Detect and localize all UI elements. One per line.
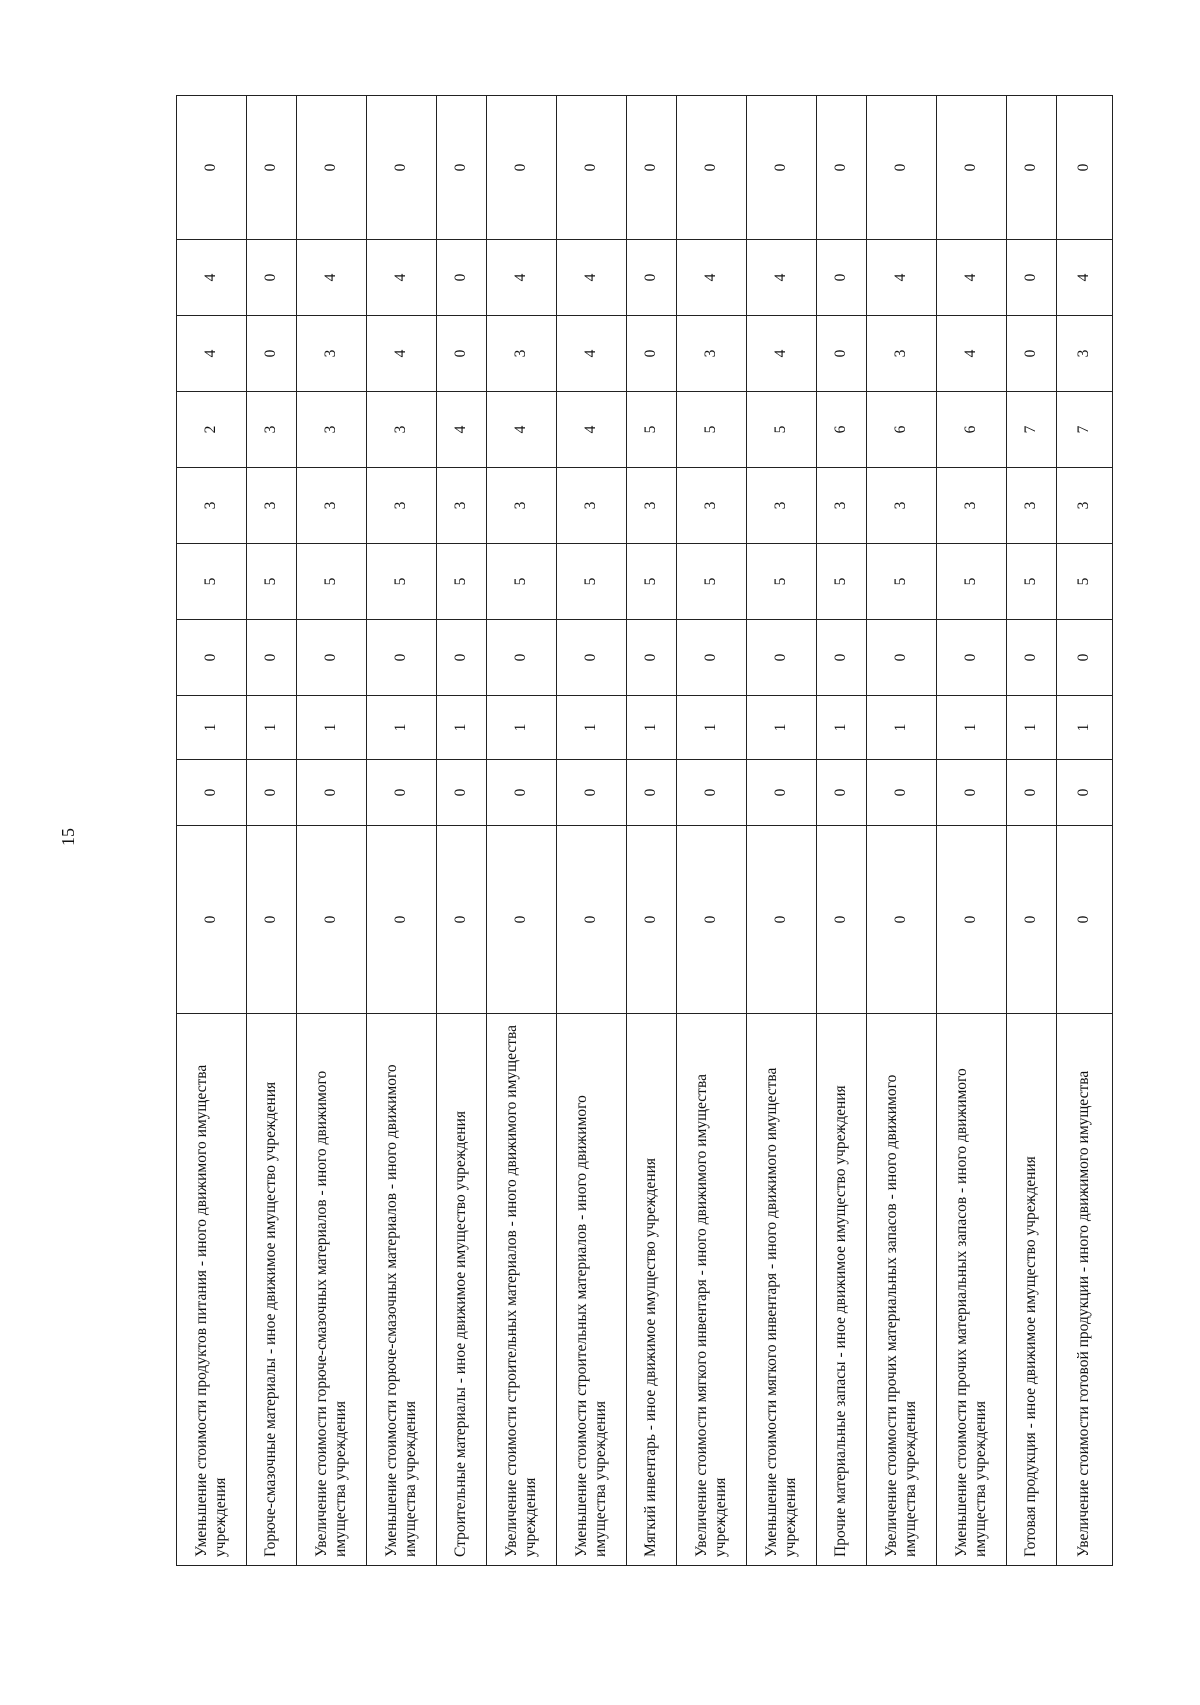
code-digit-cell: 0 <box>1057 826 1113 1014</box>
code-digit-cell: 5 <box>677 392 747 468</box>
code-digit-cell: 5 <box>297 544 367 620</box>
code-digit-cell: 5 <box>747 392 817 468</box>
code-digit-cell: 0 <box>867 620 937 696</box>
code-digit-cell: 0 <box>557 96 627 240</box>
code-digit-cell: 7 <box>1057 392 1113 468</box>
account-name-cell: Строительные материалы - иное движимое имущество учреждения <box>437 1014 487 1566</box>
table-row <box>437 96 487 1566</box>
code-digit-cell: 0 <box>177 760 247 826</box>
code-digit-cell: 1 <box>437 696 487 760</box>
code-digit-cell: 1 <box>487 696 557 760</box>
code-digit-cell: 5 <box>817 544 867 620</box>
code-digit-cell: 1 <box>627 696 677 760</box>
code-digit-cell: 3 <box>437 468 487 544</box>
code-digit-cell: 0 <box>817 760 867 826</box>
code-digit-cell: 0 <box>177 620 247 696</box>
code-digit-cell: 0 <box>937 760 1007 826</box>
code-digit-cell: 0 <box>557 620 627 696</box>
code-digit-cell: 3 <box>937 468 1007 544</box>
code-digit-cell: 3 <box>867 468 937 544</box>
code-digit-cell: 0 <box>1007 240 1057 316</box>
code-digit-cell: 5 <box>627 544 677 620</box>
code-digit-cell: 0 <box>247 826 297 1014</box>
code-digit-cell: 4 <box>937 316 1007 392</box>
code-digit-cell: 0 <box>487 826 557 1014</box>
code-digit-cell: 1 <box>677 696 747 760</box>
code-digit-cell: 0 <box>937 620 1007 696</box>
code-digit-cell: 0 <box>367 826 437 1014</box>
account-name-cell: Увеличение стоимости мягкого инвентаря - иного движимого имущества учреждения <box>677 1014 747 1566</box>
code-digit-cell: 1 <box>177 696 247 760</box>
code-digit-cell: 3 <box>297 316 367 392</box>
table-row <box>487 96 557 1566</box>
code-digit-cell: 1 <box>867 696 937 760</box>
code-digit-cell: 7 <box>1007 392 1057 468</box>
code-digit-cell: 3 <box>677 468 747 544</box>
code-digit-cell: 5 <box>437 544 487 620</box>
code-digit-cell: 0 <box>437 96 487 240</box>
code-digit-cell: 1 <box>747 696 817 760</box>
code-digit-cell: 0 <box>247 96 297 240</box>
code-digit-cell: 4 <box>747 316 817 392</box>
page-number: 15 <box>58 828 78 846</box>
code-digit-cell: 4 <box>557 316 627 392</box>
code-digit-cell: 0 <box>437 316 487 392</box>
code-digit-cell: 4 <box>557 392 627 468</box>
code-digit-cell: 3 <box>1007 468 1057 544</box>
code-digit-cell: 0 <box>817 826 867 1014</box>
account-name-cell: Уменьшение стоимости строительных материалов - иного движимого имущества учреждения <box>557 1014 627 1566</box>
code-digit-cell: 4 <box>1057 240 1113 316</box>
account-name-cell: Увеличение стоимости горюче-смазочных материалов - иного движимого имущества учреждения <box>297 1014 367 1566</box>
code-digit-cell: 3 <box>247 468 297 544</box>
code-digit-cell: 0 <box>937 826 1007 1014</box>
code-digit-cell: 3 <box>297 392 367 468</box>
code-digit-cell: 4 <box>367 240 437 316</box>
code-digit-cell: 0 <box>1057 96 1113 240</box>
code-digit-cell: 6 <box>867 392 937 468</box>
code-digit-cell: 0 <box>557 760 627 826</box>
code-digit-cell: 3 <box>177 468 247 544</box>
code-digit-cell: 0 <box>747 826 817 1014</box>
code-digit-cell: 3 <box>367 392 437 468</box>
code-digit-cell: 0 <box>867 96 937 240</box>
code-digit-cell: 0 <box>627 760 677 826</box>
code-digit-cell: 0 <box>1057 760 1113 826</box>
code-digit-cell: 1 <box>557 696 627 760</box>
table-row <box>247 96 297 1566</box>
code-digit-cell: 0 <box>627 620 677 696</box>
code-digit-cell: 3 <box>297 468 367 544</box>
code-digit-cell: 3 <box>867 316 937 392</box>
code-digit-cell: 0 <box>1007 316 1057 392</box>
code-digit-cell: 0 <box>627 316 677 392</box>
code-digit-cell: 5 <box>1057 544 1113 620</box>
code-digit-cell: 1 <box>1057 696 1113 760</box>
table-row <box>817 96 867 1566</box>
code-digit-cell: 0 <box>817 240 867 316</box>
code-digit-cell: 3 <box>367 468 437 544</box>
code-digit-cell: 1 <box>937 696 1007 760</box>
code-digit-cell: 0 <box>297 826 367 1014</box>
table-row <box>297 96 367 1566</box>
account-name-cell: Прочие материальные запасы - иное движимое имущество учреждения <box>817 1014 867 1566</box>
code-digit-cell: 0 <box>867 826 937 1014</box>
code-digit-cell: 0 <box>627 96 677 240</box>
account-name-cell: Уменьшение стоимости горюче-смазочных материалов - иного движимого имущества учреждения <box>367 1014 437 1566</box>
code-digit-cell: 0 <box>297 620 367 696</box>
code-digit-cell: 0 <box>677 826 747 1014</box>
code-digit-cell: 0 <box>367 96 437 240</box>
code-digit-cell: 4 <box>867 240 937 316</box>
code-digit-cell: 2 <box>177 392 247 468</box>
code-digit-cell: 4 <box>177 316 247 392</box>
code-digit-cell: 3 <box>487 316 557 392</box>
code-digit-cell: 1 <box>817 696 867 760</box>
code-digit-cell: 0 <box>487 96 557 240</box>
code-digit-cell: 4 <box>177 240 247 316</box>
code-digit-cell: 3 <box>1057 468 1113 544</box>
code-digit-cell: 5 <box>557 544 627 620</box>
table-row <box>367 96 437 1566</box>
code-digit-cell: 3 <box>627 468 677 544</box>
account-name-cell: Уменьшение стоимости мягкого инвентаря - иного движимого имущества учреждения <box>747 1014 817 1566</box>
code-digit-cell: 0 <box>247 316 297 392</box>
table-row <box>1007 96 1057 1566</box>
code-digit-cell: 0 <box>817 96 867 240</box>
table-row <box>1057 96 1113 1566</box>
accounts-table <box>176 95 1113 1566</box>
code-digit-cell: 5 <box>677 544 747 620</box>
code-digit-cell: 5 <box>747 544 817 620</box>
code-digit-cell: 3 <box>557 468 627 544</box>
code-digit-cell: 0 <box>487 620 557 696</box>
code-digit-cell: 0 <box>437 620 487 696</box>
table-row <box>747 96 817 1566</box>
table-row <box>627 96 677 1566</box>
code-digit-cell: 0 <box>867 760 937 826</box>
code-digit-cell: 0 <box>747 620 817 696</box>
code-digit-cell: 0 <box>557 826 627 1014</box>
code-digit-cell: 0 <box>247 760 297 826</box>
code-digit-cell: 0 <box>747 760 817 826</box>
code-digit-cell: 4 <box>487 392 557 468</box>
code-digit-cell: 4 <box>937 240 1007 316</box>
code-digit-cell: 0 <box>1007 760 1057 826</box>
code-digit-cell: 5 <box>247 544 297 620</box>
code-digit-cell: 5 <box>1007 544 1057 620</box>
code-digit-cell: 1 <box>367 696 437 760</box>
code-digit-cell: 0 <box>747 96 817 240</box>
code-digit-cell: 0 <box>297 96 367 240</box>
code-digit-cell: 0 <box>1007 620 1057 696</box>
code-digit-cell: 0 <box>367 620 437 696</box>
code-digit-cell: 1 <box>247 696 297 760</box>
table-row <box>867 96 937 1566</box>
code-digit-cell: 0 <box>367 760 437 826</box>
code-digit-cell: 0 <box>1007 826 1057 1014</box>
code-digit-cell: 3 <box>487 468 557 544</box>
account-name-cell: Увеличение стоимости строительных материалов - иного движимого имущества учреждения <box>487 1014 557 1566</box>
code-digit-cell: 4 <box>437 392 487 468</box>
code-digit-cell: 0 <box>487 760 557 826</box>
code-digit-cell: 0 <box>677 620 747 696</box>
code-digit-cell: 5 <box>867 544 937 620</box>
code-digit-cell: 3 <box>677 316 747 392</box>
code-digit-cell: 5 <box>937 544 1007 620</box>
code-digit-cell: 4 <box>747 240 817 316</box>
table-row <box>937 96 1007 1566</box>
account-name-cell: Горюче-смазочные материалы - иное движимое имущество учреждения <box>247 1014 297 1566</box>
code-digit-cell: 3 <box>817 468 867 544</box>
account-name-cell: Мягкий инвентарь - иное движимое имущество учреждения <box>627 1014 677 1566</box>
code-digit-cell: 5 <box>177 544 247 620</box>
code-digit-cell: 0 <box>677 760 747 826</box>
code-digit-cell: 3 <box>1057 316 1113 392</box>
code-digit-cell: 0 <box>297 760 367 826</box>
code-digit-cell: 4 <box>297 240 367 316</box>
code-digit-cell: 0 <box>437 826 487 1014</box>
code-digit-cell: 4 <box>367 316 437 392</box>
table-row <box>557 96 627 1566</box>
account-name-cell: Уменьшение стоимости прочих материальных запасов - иного движимого имущества учреждения <box>937 1014 1007 1566</box>
code-digit-cell: 4 <box>677 240 747 316</box>
account-name-cell: Увеличение стоимости прочих материальных запасов - иного движимого имущества учреждения <box>867 1014 937 1566</box>
account-name-cell: Готовая продукция - иное движимое имущество учреждения <box>1007 1014 1057 1566</box>
code-digit-cell: 0 <box>177 96 247 240</box>
code-digit-cell: 5 <box>367 544 437 620</box>
code-digit-cell: 0 <box>1007 96 1057 240</box>
code-digit-cell: 0 <box>627 240 677 316</box>
code-digit-cell: 0 <box>1057 620 1113 696</box>
code-digit-cell: 0 <box>437 760 487 826</box>
account-name-cell: Увеличение стоимости готовой продукции - иного движимого имущества <box>1057 1014 1113 1566</box>
code-digit-cell: 5 <box>487 544 557 620</box>
table-row <box>177 96 247 1566</box>
code-digit-cell: 0 <box>437 240 487 316</box>
code-digit-cell: 6 <box>817 392 867 468</box>
code-digit-cell: 0 <box>677 96 747 240</box>
code-digit-cell: 1 <box>297 696 367 760</box>
code-digit-cell: 6 <box>937 392 1007 468</box>
code-digit-cell: 5 <box>627 392 677 468</box>
table-container <box>176 96 1112 1566</box>
code-digit-cell: 0 <box>817 620 867 696</box>
table-row <box>677 96 747 1566</box>
code-digit-cell: 0 <box>177 826 247 1014</box>
table-body <box>177 96 1113 1566</box>
code-digit-cell: 3 <box>247 392 297 468</box>
code-digit-cell: 0 <box>247 240 297 316</box>
code-digit-cell: 4 <box>557 240 627 316</box>
code-digit-cell: 4 <box>487 240 557 316</box>
code-digit-cell: 0 <box>247 620 297 696</box>
code-digit-cell: 0 <box>627 826 677 1014</box>
code-digit-cell: 3 <box>747 468 817 544</box>
code-digit-cell: 0 <box>817 316 867 392</box>
code-digit-cell: 1 <box>1007 696 1057 760</box>
account-name-cell: Уменьшение стоимости продуктов питания - иного движимого имущества учреждения <box>177 1014 247 1566</box>
code-digit-cell: 0 <box>937 96 1007 240</box>
